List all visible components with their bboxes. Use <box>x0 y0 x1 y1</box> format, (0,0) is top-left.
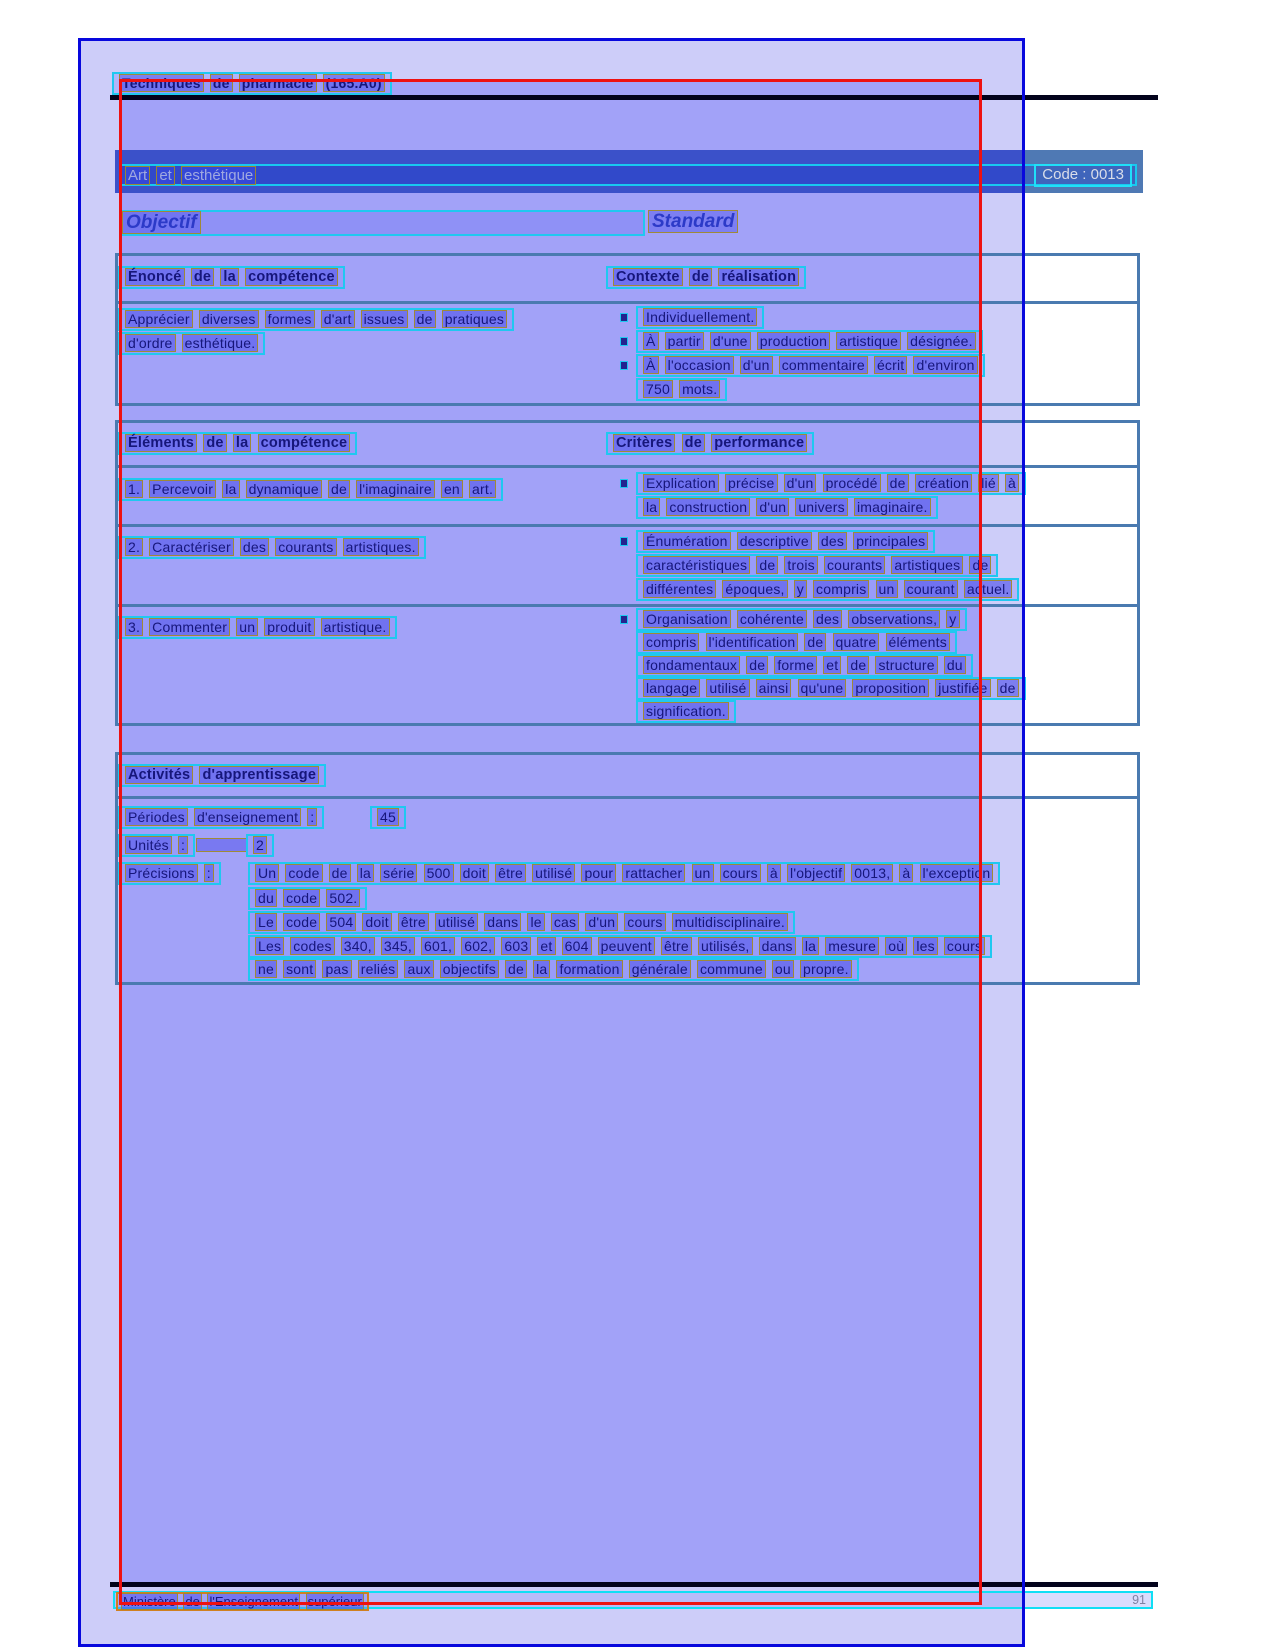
word-box: 45 <box>377 808 399 826</box>
word-box: d'un <box>756 498 789 516</box>
word-box: À <box>643 356 659 374</box>
word-box: compris <box>643 633 699 651</box>
word-box: construction <box>666 498 750 516</box>
word-box: le <box>527 913 544 931</box>
word-box: courants <box>824 556 885 574</box>
word-box: fondamentaux <box>643 656 740 674</box>
word-box: 3. <box>125 618 143 636</box>
word-box: esthétique <box>181 166 256 185</box>
word-box: y <box>946 610 959 628</box>
word-box: être <box>398 913 429 931</box>
word-box: Énumération <box>643 532 731 550</box>
word-box: 502. <box>326 889 360 907</box>
word-box: les <box>913 937 938 955</box>
word-box: série <box>380 864 417 882</box>
word-box: utilisé <box>532 864 575 882</box>
word-box: un <box>236 618 258 636</box>
word-box: Organisation <box>643 610 731 628</box>
word-box: d'environ <box>913 356 977 374</box>
word-box: en <box>441 480 463 498</box>
word-box: mesure <box>825 937 879 955</box>
word-box: Individuellement. <box>643 308 757 326</box>
word-box: 2 <box>253 836 267 854</box>
word-box: dans <box>759 937 796 955</box>
word-box: signification. <box>643 702 729 720</box>
word-box: l'occasion <box>665 356 734 374</box>
word-box: précise <box>725 474 778 492</box>
word-box: multidisciplinaire. <box>672 913 788 931</box>
word-box: dans <box>484 913 521 931</box>
word-box: l'objectif <box>787 864 845 882</box>
word-box: des <box>240 538 269 556</box>
word-box: dynamique <box>246 480 322 498</box>
word-box: procédé <box>823 474 881 492</box>
word-box: l'identification <box>706 633 799 651</box>
word-box: écrit <box>874 356 907 374</box>
word-box: utilisés, <box>698 937 752 955</box>
word-box: d'enseignement <box>194 808 301 826</box>
word-box: Critères <box>613 434 675 452</box>
word-box: un <box>876 580 898 598</box>
word-box: courants <box>275 538 336 556</box>
course-code: Code : 0013 <box>1034 164 1132 187</box>
word-box: être <box>661 937 692 955</box>
word-box: cours <box>720 864 761 882</box>
word-box: de <box>997 679 1019 697</box>
word-box: proposition <box>852 679 929 697</box>
word-box: structure <box>875 656 937 674</box>
word-box: éléments <box>886 633 950 651</box>
word-box: cours <box>944 937 985 955</box>
word-box: aux <box>404 960 433 978</box>
word-box: justifiée <box>935 679 990 697</box>
word-box: Un <box>255 864 279 882</box>
word-box: formes <box>265 310 315 328</box>
word-box: codes <box>290 937 334 955</box>
word-box: formation <box>556 960 622 978</box>
word-box: À <box>643 332 659 350</box>
word-box: code <box>285 864 322 882</box>
word-box: commune <box>697 960 766 978</box>
word-box: d'un <box>585 913 618 931</box>
word-box: Art <box>125 166 150 185</box>
word-box: observations, <box>848 610 940 628</box>
word-box: artistiques <box>891 556 963 574</box>
word-box: esthétique. <box>182 334 259 352</box>
word-box: d'un <box>740 356 773 374</box>
word-box: Unités <box>125 836 172 854</box>
word-box: 603 <box>501 937 531 955</box>
word-box: 601, <box>421 937 455 955</box>
word-box: : <box>178 836 188 854</box>
word-box: doit <box>362 913 391 931</box>
word-box: artistique. <box>321 618 390 636</box>
word-box: différentes <box>643 580 716 598</box>
word-box: du <box>255 889 277 907</box>
word-box: réalisation <box>718 268 799 286</box>
word-box: la <box>220 268 239 286</box>
word-box: d'une <box>710 332 751 350</box>
word-box: création <box>915 474 972 492</box>
word-box: la <box>233 434 252 452</box>
word-box: 500 <box>424 864 454 882</box>
word-box: pharmacie <box>239 74 317 92</box>
word-box: Commenter <box>149 618 230 636</box>
word-box: de <box>756 556 778 574</box>
word-box: de <box>328 480 350 498</box>
word-box: d'apprentissage <box>199 766 319 784</box>
word-box: l'Enseignement <box>209 1594 298 1609</box>
word-box: de <box>804 633 826 651</box>
word-box: production <box>757 332 830 350</box>
word-box: art. <box>469 480 496 498</box>
word-box: Percevoir <box>149 480 216 498</box>
word-box: utilisé <box>435 913 478 931</box>
word-box: pas <box>322 960 351 978</box>
word-box: rattacher <box>622 864 685 882</box>
word-box: 504 <box>326 913 356 931</box>
word-box: 340, <box>341 937 375 955</box>
word-box: et <box>537 937 555 955</box>
word-box: trois <box>784 556 817 574</box>
word-box: 750 <box>643 380 673 398</box>
word-box: Explication <box>643 474 719 492</box>
word-box: Standard <box>648 210 738 233</box>
word-box: Techniques <box>119 74 204 92</box>
word-box: un <box>692 864 714 882</box>
word-box: d'un <box>784 474 817 492</box>
word-box: d'ordre <box>125 334 176 352</box>
word-box: Précisions <box>125 864 198 882</box>
word-box: ainsi <box>756 679 792 697</box>
word-box: à <box>1005 474 1019 492</box>
word-box: Activités <box>125 766 193 784</box>
red-annotation-border <box>119 79 982 1605</box>
word-box: partir <box>665 332 704 350</box>
word-box: la <box>643 498 660 516</box>
word-box: compétence <box>245 268 338 286</box>
word-box: Le <box>255 913 277 931</box>
word-box: de <box>185 1594 200 1609</box>
word-box: principales <box>853 532 928 550</box>
word-box: commentaire <box>779 356 868 374</box>
word-box: imaginaire. <box>854 498 931 516</box>
word-box: des <box>813 610 842 628</box>
word-box: code <box>283 913 320 931</box>
word-box: compétence <box>258 434 351 452</box>
word-box: de <box>887 474 909 492</box>
word-box: issues <box>361 310 408 328</box>
word-box: la <box>533 960 550 978</box>
word-box: forme <box>774 656 817 674</box>
word-box: diverses <box>199 310 259 328</box>
word-box: générale <box>629 960 691 978</box>
word-box: doit <box>460 864 489 882</box>
word-box: artistiques. <box>343 538 419 556</box>
page-number: 91 <box>1132 1593 1146 1607</box>
word-box: à <box>767 864 781 882</box>
word-box: y <box>794 580 807 598</box>
word-box: époques, <box>722 580 787 598</box>
word-box: Objectif <box>122 211 201 234</box>
word-box: Les <box>255 937 284 955</box>
word-box: Éléments <box>125 434 197 452</box>
word-box: compris <box>813 580 869 598</box>
word-box: ne <box>255 960 277 978</box>
word-box: code <box>283 889 320 907</box>
word-box: de <box>414 310 436 328</box>
word-box: l'exception <box>920 864 994 882</box>
word-box: Apprécier <box>125 310 193 328</box>
word-box: sont <box>283 960 316 978</box>
word-box: Ministère <box>123 1594 176 1609</box>
word-box: produit <box>264 618 314 636</box>
word-box: la <box>802 937 819 955</box>
word-box: actuel. <box>964 580 1013 598</box>
word-box: quatre <box>833 633 880 651</box>
word-box: de <box>847 656 869 674</box>
word-box: : <box>307 808 317 826</box>
word-box: descriptive <box>737 532 812 550</box>
word-box: de <box>505 960 527 978</box>
word-box: être <box>495 864 526 882</box>
word-box: à <box>899 864 913 882</box>
word-box: artistique <box>836 332 901 350</box>
word-box: 1. <box>125 480 143 498</box>
word-box: de <box>191 268 214 286</box>
word-box: de <box>203 434 226 452</box>
word-box: cohérente <box>737 610 807 628</box>
word-box: cours <box>624 913 665 931</box>
word-box: Périodes <box>125 808 188 826</box>
word-box: de <box>329 864 351 882</box>
word-box: la <box>222 480 239 498</box>
word-box: propre. <box>800 960 852 978</box>
word-box: reliés <box>358 960 399 978</box>
word-box: (165.A0) <box>323 74 385 92</box>
word-box: de <box>746 656 768 674</box>
word-box: de <box>682 434 705 452</box>
word-box: utilisé <box>706 679 749 697</box>
word-box: qu'une <box>798 679 847 697</box>
word-box: cas <box>551 913 579 931</box>
word-box: de <box>969 556 991 574</box>
word-box: d'art <box>321 310 355 328</box>
word-box: où <box>885 937 907 955</box>
word-box: 0013, <box>851 864 893 882</box>
word-box: 2. <box>125 538 143 556</box>
word-box: langage <box>643 679 700 697</box>
word-box: Contexte <box>613 268 683 286</box>
word-box: de <box>210 74 233 92</box>
word-box: ou <box>772 960 794 978</box>
word-box: 602, <box>461 937 495 955</box>
word-box: pour <box>581 864 616 882</box>
word-box: la <box>357 864 374 882</box>
word-box: et <box>823 656 841 674</box>
word-box: 604 <box>562 937 592 955</box>
word-box: courant <box>904 580 958 598</box>
word-box: : <box>204 864 214 882</box>
word-box: caractéristiques <box>643 556 750 574</box>
word-box: performance <box>711 434 807 452</box>
word-box: supérieur <box>307 1594 362 1609</box>
word-box: Énoncé <box>125 268 185 286</box>
word-box: et <box>156 166 175 185</box>
word-box: peuvent <box>598 937 655 955</box>
word-box: de <box>689 268 712 286</box>
word-box: mots. <box>679 380 720 398</box>
word-box: désignée. <box>907 332 976 350</box>
word-box: Caractériser <box>149 538 234 556</box>
word-box: du <box>944 656 966 674</box>
word-box: objectifs <box>440 960 499 978</box>
word-box: lié <box>978 474 999 492</box>
word-box: pratiques <box>442 310 507 328</box>
word-box: l'imaginaire <box>356 480 435 498</box>
word-box: 345, <box>381 937 415 955</box>
word-box: univers <box>795 498 848 516</box>
word-box: des <box>818 532 847 550</box>
